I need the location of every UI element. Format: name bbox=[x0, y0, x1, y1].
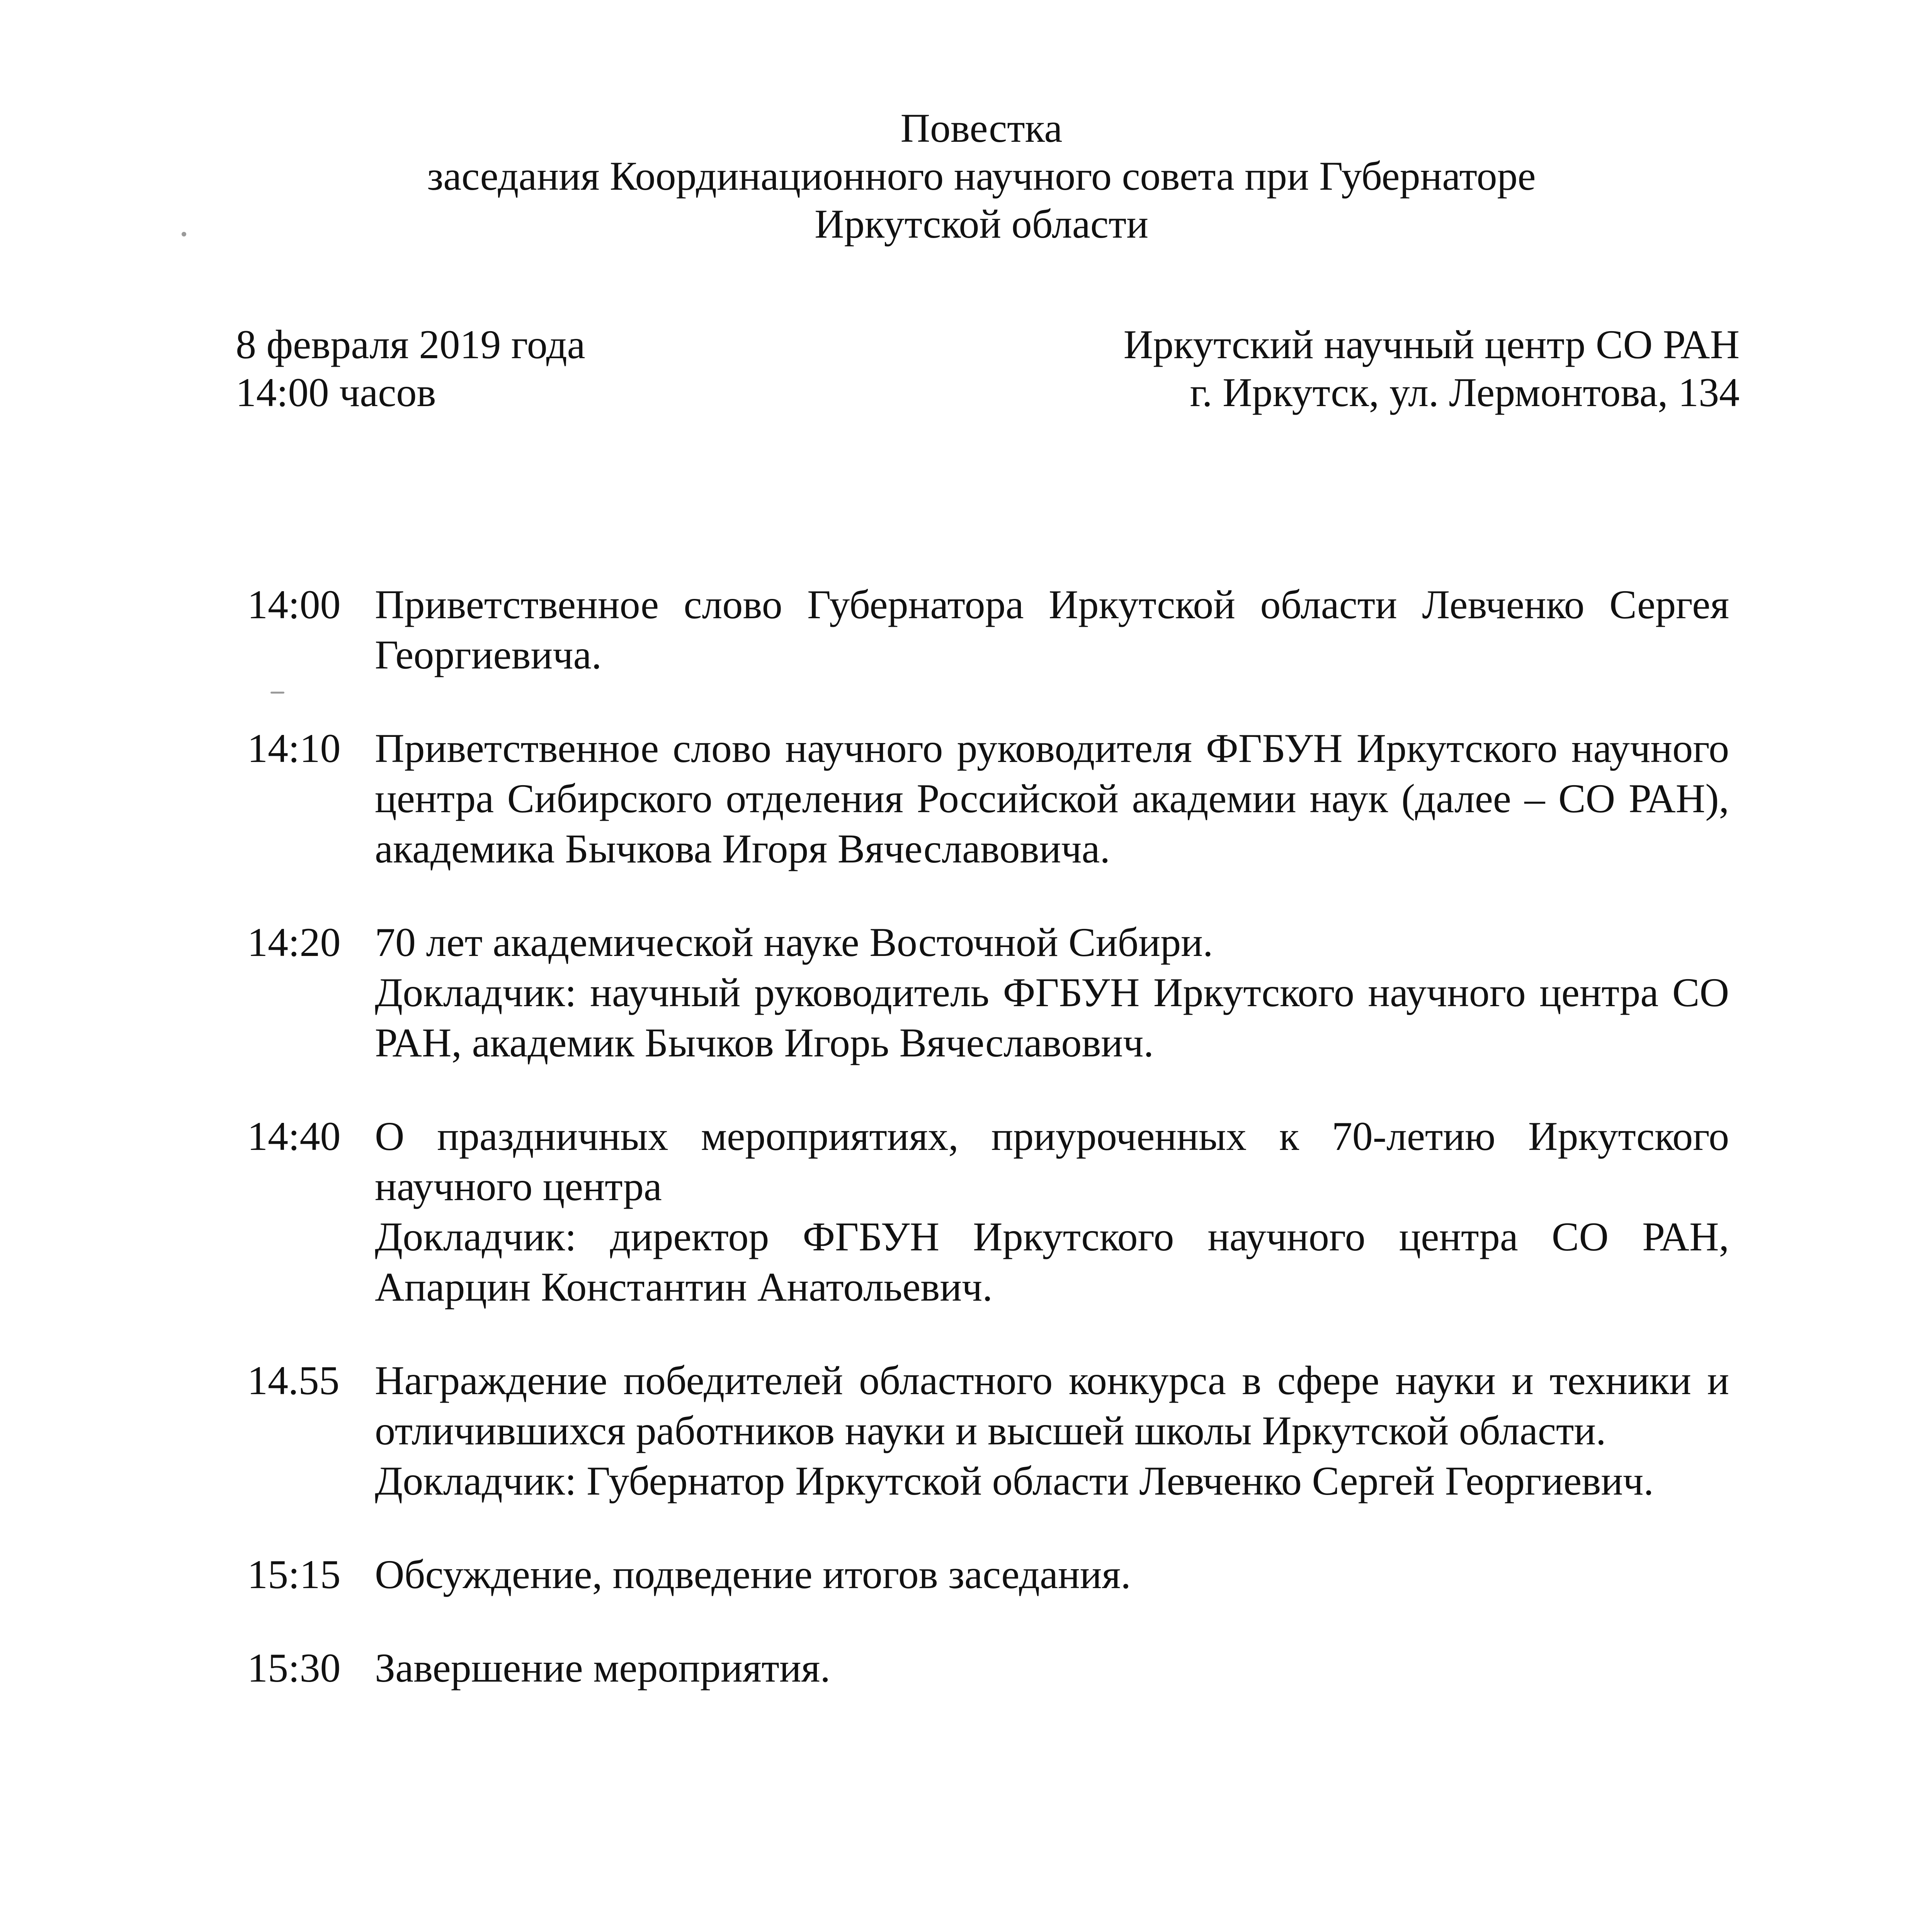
agenda-item-time: 14.55 bbox=[247, 1358, 340, 1403]
agenda-item-text bbox=[375, 580, 1729, 680]
agenda-item-speaker: Докладчик: директор ФГБУН Иркутского научного центра СО РАН, Апарцин Константин Анатольевич. bbox=[375, 1214, 1729, 1310]
meeting-date: 8 февраля 2019 года bbox=[236, 322, 585, 367]
scan-speck bbox=[182, 232, 186, 236]
agenda-item-text bbox=[375, 723, 1729, 874]
agenda-item-time: 14:00 bbox=[247, 582, 341, 627]
agenda-item bbox=[247, 1111, 1729, 1312]
document-header bbox=[0, 104, 1932, 248]
agenda-item-text bbox=[375, 1355, 1729, 1506]
meeting-time: 14:00 часов bbox=[236, 370, 436, 415]
agenda-item-line: Приветственное слово научного руководителя ФГБУН Иркутского научного центра Сибирского отделения Российской академии наук (далее – СО РАН), академика Бычкова Игоря Вячеславовича. bbox=[375, 726, 1729, 871]
agenda-item-time: 15:15 bbox=[247, 1552, 341, 1597]
agenda-item-text bbox=[375, 1549, 1729, 1600]
document-subtitle-line-1: заседания Координационного научного совета при Губернаторе bbox=[427, 153, 1536, 199]
scan-speck bbox=[270, 692, 284, 694]
agenda-item-text bbox=[375, 1111, 1729, 1312]
agenda-item bbox=[247, 1643, 1729, 1693]
document-subtitle-line-2: Иркутской области bbox=[815, 201, 1148, 247]
agenda-item-time: 15:30 bbox=[247, 1645, 341, 1690]
meeting-address: г. Иркутск, ул. Лермонтова, 134 bbox=[1190, 370, 1740, 415]
agenda-item bbox=[247, 580, 1729, 680]
agenda-item-line: 70 лет академической науке Восточной Сибири. bbox=[375, 920, 1213, 965]
agenda-item bbox=[247, 1355, 1729, 1506]
agenda-item bbox=[247, 723, 1729, 874]
agenda-item-speaker: Докладчик: Губернатор Иркутской области Левченко Сергей Георгиевич. bbox=[375, 1458, 1654, 1503]
agenda-item bbox=[247, 917, 1729, 1068]
agenda-item-speaker: Докладчик: научный руководитель ФГБУН Иркутского научного центра СО РАН, академик Бычков Игорь Вячеславович. bbox=[375, 970, 1729, 1065]
meeting-location bbox=[1124, 321, 1740, 417]
agenda-item-text bbox=[375, 917, 1729, 1068]
agenda-item-line: Обсуждение, подведение итогов заседания. bbox=[375, 1552, 1131, 1597]
agenda-item-text bbox=[375, 1643, 1729, 1693]
agenda-item-line: Завершение мероприятия. bbox=[375, 1645, 830, 1690]
agenda-list bbox=[247, 580, 1729, 1736]
agenda-item-line: Приветственное слово Губернатора Иркутской области Левченко Сергея Георгиевича. bbox=[375, 582, 1729, 677]
document-title: Повестка bbox=[900, 105, 1063, 151]
meeting-date-time bbox=[236, 321, 585, 417]
agenda-item-time: 14:40 bbox=[247, 1114, 341, 1159]
agenda-item-time: 14:10 bbox=[247, 726, 341, 771]
agenda-item bbox=[247, 1549, 1729, 1600]
agenda-item-line: О праздничных мероприятиях, приуроченных к 70-летию Иркутского научного центра bbox=[375, 1114, 1729, 1209]
meeting-venue: Иркутский научный центр СО РАН bbox=[1123, 322, 1740, 367]
agenda-item-time: 14:20 bbox=[247, 920, 341, 965]
agenda-item-line: Награждение победителей областного конкурса в сфере науки и техники и отличившихся работников науки и высшей школы Иркутской области. bbox=[375, 1358, 1729, 1453]
